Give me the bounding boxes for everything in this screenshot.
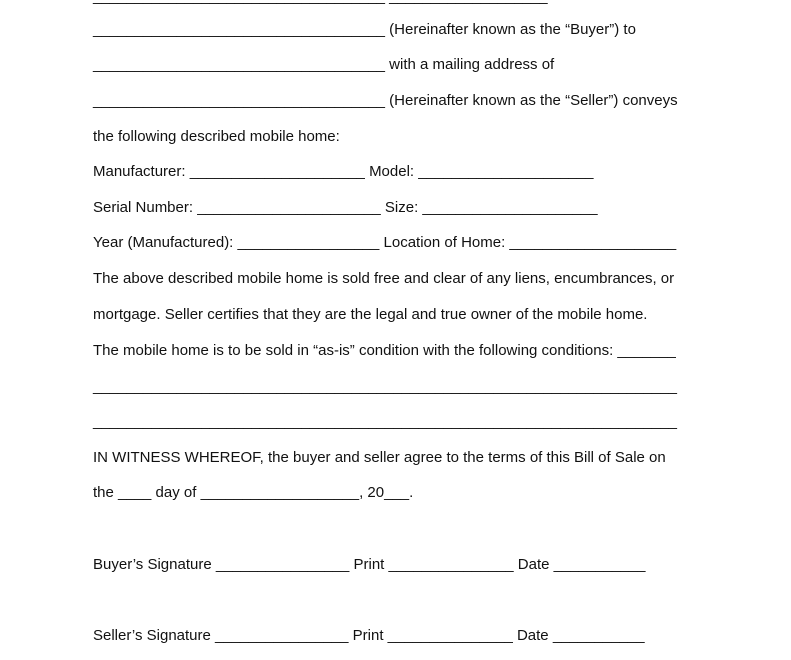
liens-clause-line-1: The above described mobile home is sold free and clear of any liens, encumbrances, or [93,270,675,287]
seller-signature-line: Seller’s Signature ________________ Print _______________ Date ___________ [93,627,645,644]
conditions-blank-2: ______________________________________________________________________ [93,413,677,430]
year-location-line: Year (Manufactured): _________________ Location of Home: ____________________ [93,234,677,251]
buyer-signature-line: Buyer’s Signature ________________ Print _______________ Date ___________ [93,556,646,573]
liens-clause-line-2: mortgage. Seller certifies that they are the legal and true owner of the mobile home. [93,306,648,323]
date-line: the ____ day of ___________________, 20___. [93,484,414,501]
serial-size-line: Serial Number: ______________________ Size: _____________________ [93,199,598,216]
buyer-address-line: ___________________________________ with a mailing address of [93,56,555,73]
description-intro: the following described mobile home: [93,128,340,145]
conditions-blank-1: ______________________________________________________________________ [93,378,677,395]
manufacturer-model-line: Manufacturer: _____________________ Model: _____________________ [93,163,594,180]
clipped-top-line [93,0,548,6]
seller-name-line: ___________________________________ (Hereinafter known as the “Seller”) conveys [93,92,678,109]
buyer-name-line: ___________________________________ (Hereinafter known as the “Buyer”) to [93,21,636,38]
witness-clause: IN WITNESS WHEREOF, the buyer and seller agree to the terms of this Bill of Sale on [93,449,666,466]
conditions-line: The mobile home is to be sold in “as-is” condition with the following conditions: _______ [93,342,676,359]
